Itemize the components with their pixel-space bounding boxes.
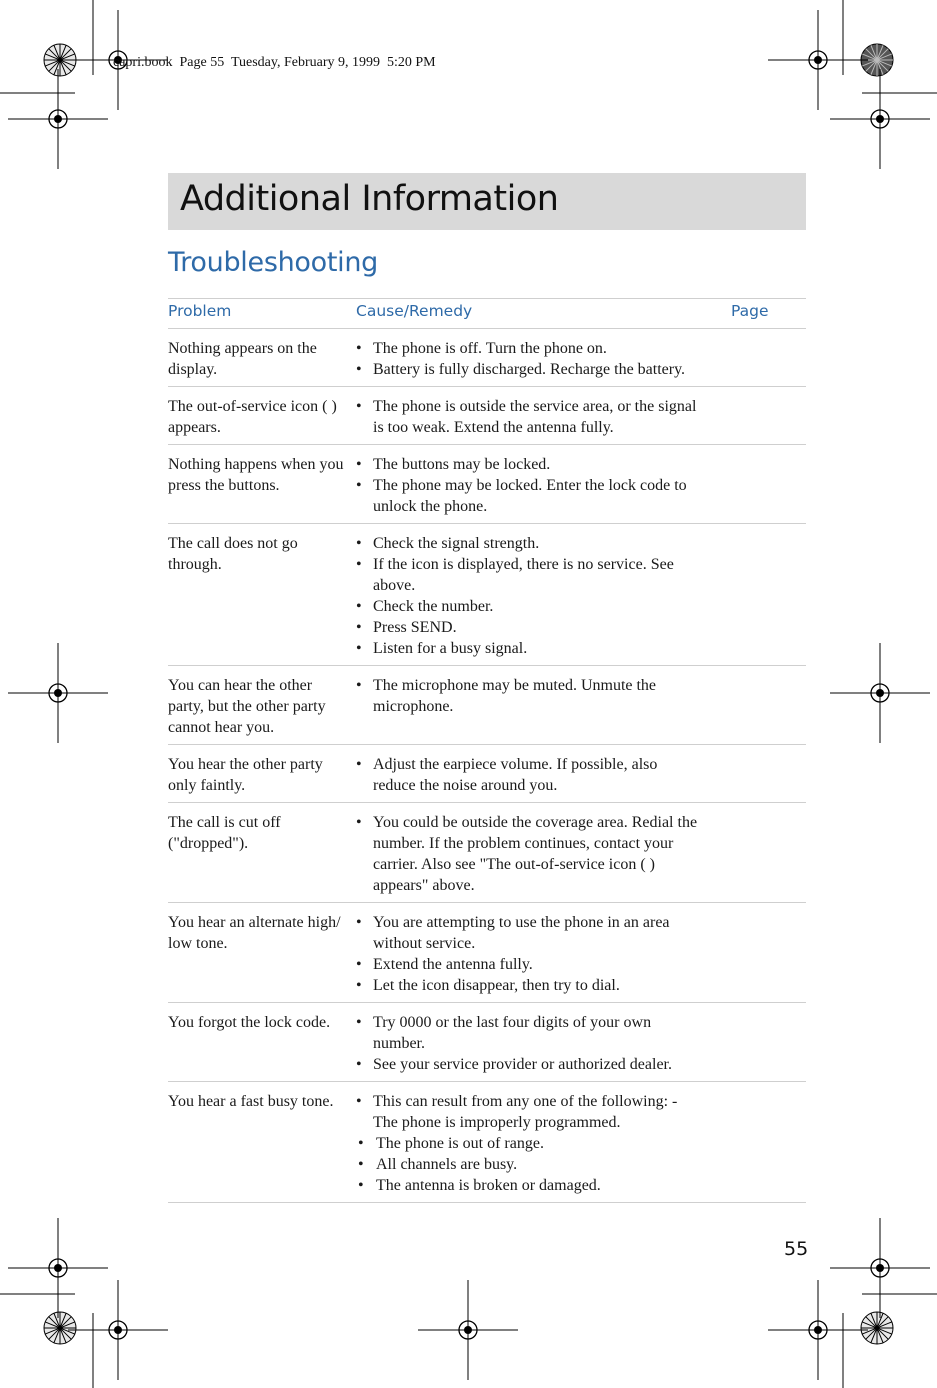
problem-cell: The call does not go through.: [168, 535, 298, 573]
page-number: 55: [784, 1238, 809, 1260]
remedy-cell: [356, 1012, 701, 1075]
registration-cross-bottom-center: [418, 1280, 518, 1380]
registration-star-bottom-right: [861, 1312, 893, 1344]
registration-star-bottom-left: [44, 1312, 76, 1344]
remedy-cell: [356, 754, 701, 796]
remedy-item: • Try 0000 or the last four digits of your own number.: [356, 1012, 701, 1054]
problem-cell: You forgot the lock code.: [168, 1014, 331, 1031]
remedy-subitem: • All channels are busy.: [356, 1154, 701, 1175]
registration-cross-bottom-right: [768, 1280, 868, 1380]
remedy-item: • See your service provider or authorized dealer.: [356, 1054, 701, 1075]
remedy-item: • The buttons may be locked.: [356, 454, 701, 475]
remedy-item: • The phone is off. Turn the phone on.: [356, 338, 701, 359]
page-cell: [701, 533, 806, 659]
page-cell: [701, 812, 806, 896]
remedy-item: • Press SEND.: [356, 617, 701, 638]
page-cell: [701, 396, 806, 438]
page-cell: [701, 1091, 806, 1196]
page-cell: [701, 454, 806, 517]
remedy-item: • Extend the antenna fully.: [356, 954, 701, 975]
remedy-item: • If the icon is displayed, there is no service. See above.: [356, 554, 701, 596]
remedy-subitem: • The antenna is broken or damaged.: [356, 1175, 701, 1196]
table-row: [168, 1082, 806, 1203]
problem-cell: You hear a fast busy tone.: [168, 1093, 334, 1110]
troubleshooting-table: [168, 298, 806, 1203]
page-cell: [701, 1012, 806, 1075]
registration-cross-lower-right: [830, 1218, 930, 1318]
problem-cell: Nothing happens when you press the buttons.: [168, 456, 344, 494]
registration-cross-top-right: [768, 10, 868, 110]
print-header: capri.book Page 55 Tuesday, February 9, 1999 5:20 PM: [113, 55, 436, 70]
remedy-item: • Let the icon disappear, then try to dial.: [356, 975, 701, 996]
remedy-cell: [356, 533, 701, 659]
column-header-remedy: Cause/Remedy: [356, 302, 473, 320]
remedy-cell: [356, 675, 701, 738]
table-row: [168, 445, 806, 524]
registration-cross-mid-right: [830, 643, 930, 743]
table-header: [168, 298, 806, 329]
remedy-item: • Check the number.: [356, 596, 701, 617]
remedy-item: • Adjust the earpiece volume. If possible, also reduce the noise around you.: [356, 754, 701, 796]
problem-cell: You hear an alternate high/ low tone.: [168, 914, 341, 952]
problem-cell: The call is cut off ("dropped").: [168, 814, 281, 852]
registration-cross-upper-right: [830, 69, 930, 169]
table-row: [168, 745, 806, 803]
registration-cross-mid-left: [8, 643, 108, 743]
table-row: [168, 329, 806, 387]
table-row: [168, 1003, 806, 1082]
table-row: [168, 903, 806, 1003]
page-cell: [701, 754, 806, 796]
remedy-item: • Check the signal strength.: [356, 533, 701, 554]
registration-cross-upper-left: [8, 69, 108, 169]
remedy-item: • You could be outside the coverage area. Redial the number. If the problem continues, contact your carrier. Also see "The out-of-service icon ( ) appears" above.: [356, 812, 701, 896]
remedy-cell: [356, 1091, 701, 1196]
problem-cell: You hear the other party only faintly.: [168, 756, 323, 794]
remedy-item: • The phone is outside the service area, or the signal is too weak. Extend the antenna fully.: [356, 396, 701, 438]
page-cell: [701, 675, 806, 738]
remedy-item: • The microphone may be muted. Unmute the microphone.: [356, 675, 701, 717]
remedy-item: • You are attempting to use the phone in an area without service.: [356, 912, 701, 954]
registration-cross-bottom-left: [68, 1280, 168, 1380]
page-title: Troubleshooting: [168, 247, 378, 278]
registration-cross-lower-left: [8, 1218, 108, 1318]
remedy-cell: [356, 912, 701, 996]
table-row: [168, 803, 806, 903]
section-title-bar: [168, 173, 806, 230]
column-header-page: Page: [731, 302, 769, 320]
table-row: [168, 387, 806, 445]
remedy-item: • This can result from any one of the following: - The phone is improperly programmed.: [356, 1091, 701, 1133]
remedy-item: • The phone may be locked. Enter the lock code to unlock the phone.: [356, 475, 701, 517]
page-cell: [701, 912, 806, 996]
page-cell: [701, 338, 806, 380]
remedy-cell: [356, 338, 701, 380]
problem-cell: Nothing appears on the display.: [168, 340, 317, 378]
remedy-cell: [356, 396, 701, 438]
table-row: [168, 524, 806, 666]
remedy-cell: [356, 454, 701, 517]
problem-cell: The out-of-service icon ( ) appears.: [168, 398, 337, 436]
remedy-subitem: • The phone is out of range.: [356, 1133, 701, 1154]
table-row: [168, 666, 806, 745]
problem-cell: You can hear the other party, but the other party cannot hear you.: [168, 677, 326, 736]
remedy-item: • Battery is fully discharged. Recharge the battery.: [356, 359, 701, 380]
remedy-item: • Listen for a busy signal.: [356, 638, 701, 659]
column-header-problem: Problem: [168, 302, 232, 320]
section-title: Additional Information: [180, 179, 559, 219]
remedy-cell: [356, 812, 701, 896]
